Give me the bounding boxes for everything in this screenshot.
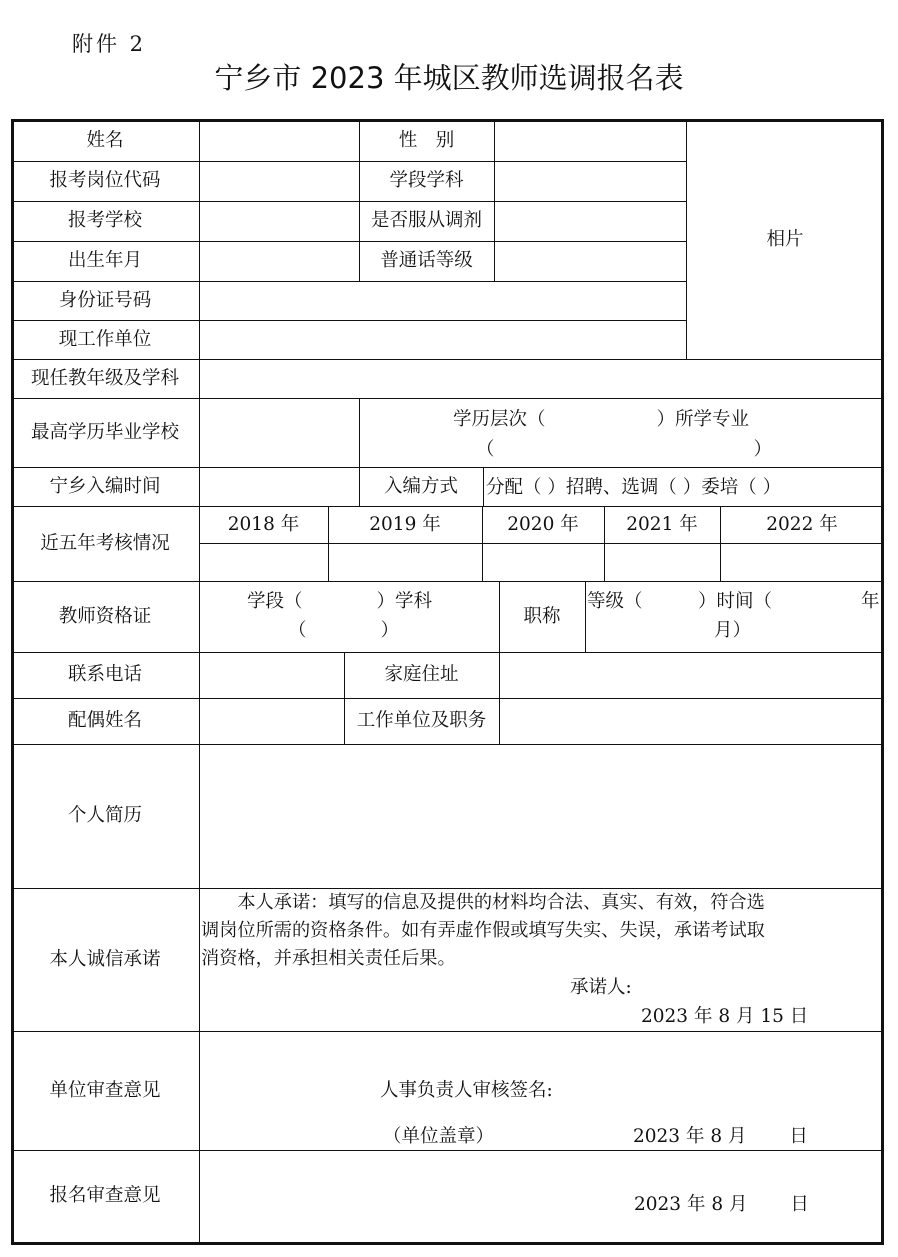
hr-signature-label: 人事负责人审核签名: <box>380 1080 553 1101</box>
spouse-work-field[interactable] <box>499 698 884 744</box>
birth-label: 出生年月 <box>67 250 142 272</box>
spouse-work-label: 工作单位及职务 <box>356 710 487 732</box>
name-label: 姓名 <box>86 130 124 152</box>
year-2022-field[interactable] <box>720 543 884 581</box>
pledger-label: 承诺人: <box>570 977 632 998</box>
level-time-year: 年 <box>861 591 880 612</box>
enroll-mode-options: 分配（ ）招聘、选调（ ）委培（ ） <box>486 477 782 498</box>
address-label: 家庭住址 <box>384 664 459 686</box>
certificate-label: 教师资格证 <box>58 605 152 627</box>
phone-field[interactable] <box>199 652 344 698</box>
pledge-text-line3: 消资格，并承担相关责任后果。 <box>201 948 456 969</box>
year-2021-field[interactable] <box>604 543 720 581</box>
year-2018-header: 2018 年 <box>227 513 300 535</box>
address-field[interactable] <box>499 652 884 698</box>
year-2020-field[interactable] <box>482 543 604 581</box>
teaching-label: 现任教年级及学科 <box>30 367 179 389</box>
enroll-time-label: 宁乡入编时间 <box>49 475 161 497</box>
photo-label: 相片 <box>766 229 804 251</box>
education-level-line2: （ ） <box>476 439 773 460</box>
adjust-label: 是否服从调剂 <box>370 210 482 232</box>
certificate-stage-subject: 学段（ ）学科 <box>247 591 433 612</box>
grad-school-label: 最高学历毕业学校 <box>30 421 179 443</box>
school-label: 报考学校 <box>67 210 142 232</box>
id-number-label: 身份证号码 <box>58 289 152 311</box>
certificate-subject-paren: （ ） <box>288 620 400 641</box>
mandarin-field[interactable] <box>494 241 686 281</box>
resume-field[interactable] <box>199 744 884 888</box>
mandarin-label: 普通话等级 <box>380 250 473 272</box>
current-unit-label: 现工作单位 <box>58 328 152 350</box>
post-code-label: 报考岗位代码 <box>49 170 161 192</box>
unit-seal-label: （单位盖章） <box>383 1126 495 1147</box>
grad-school-field[interactable] <box>199 398 359 467</box>
stage-subject-field[interactable] <box>494 161 686 201</box>
id-number-field[interactable] <box>199 281 686 320</box>
unit-review-date: 2023 年 8 月 日 <box>633 1126 808 1147</box>
spouse-label: 配偶姓名 <box>67 710 142 732</box>
unit-review-label: 单位审查意见 <box>49 1079 161 1101</box>
spouse-field[interactable] <box>199 698 344 744</box>
job-title-label: 职称 <box>523 605 561 627</box>
form-title: 宁乡市 2023 年城区教师选调报名表 <box>214 61 684 95</box>
stage-subject-label: 学段学科 <box>389 170 464 192</box>
birth-field[interactable] <box>199 241 359 281</box>
pledge-text-line2: 调岗位所需的资格条件。如有弄虚作假或填写失实、失误，承诺考试取 <box>201 920 765 941</box>
education-level-line1: 学历层次（ ）所学专业 <box>453 409 750 430</box>
post-code-field[interactable] <box>199 161 359 201</box>
year-2021-header: 2021 年 <box>626 513 698 535</box>
year-2018-field[interactable] <box>199 543 328 581</box>
enroll-time-field[interactable] <box>199 467 359 506</box>
current-unit-field[interactable] <box>199 320 686 359</box>
phone-label: 联系电话 <box>67 664 142 686</box>
school-field[interactable] <box>199 201 359 241</box>
pledge-date: 2023 年 8 月 15 日 <box>641 1006 809 1027</box>
pledge-label: 本人诚信承诺 <box>49 948 161 970</box>
year-2022-header: 2022 年 <box>766 513 838 535</box>
registration-review-date: 2023 年 8 月 日 <box>634 1194 809 1215</box>
year-2019-field[interactable] <box>328 543 482 581</box>
resume-label: 个人简历 <box>67 805 142 827</box>
pledge-text-line1: 本人承诺：填写的信息及提供的材料均合法、真实、有效，符合选 <box>201 892 765 913</box>
level-time-line1: 等级（ ）时间（ <box>587 591 773 612</box>
teaching-field[interactable] <box>199 359 884 398</box>
enroll-mode-label: 入编方式 <box>383 475 458 497</box>
attachment-label: 附件 2 <box>72 32 147 56</box>
adjust-field[interactable] <box>494 201 686 241</box>
year-2020-header: 2020 年 <box>507 513 579 535</box>
photo-box <box>686 121 884 359</box>
level-time-month: 月） <box>714 620 752 641</box>
year-2019-header: 2019 年 <box>369 513 441 535</box>
gender-label: 性 别 <box>398 130 455 152</box>
name-field[interactable] <box>199 121 359 161</box>
assessment-label: 近五年考核情况 <box>40 532 170 554</box>
registration-review-label: 报名审查意见 <box>49 1185 161 1207</box>
gender-field[interactable] <box>494 121 686 161</box>
